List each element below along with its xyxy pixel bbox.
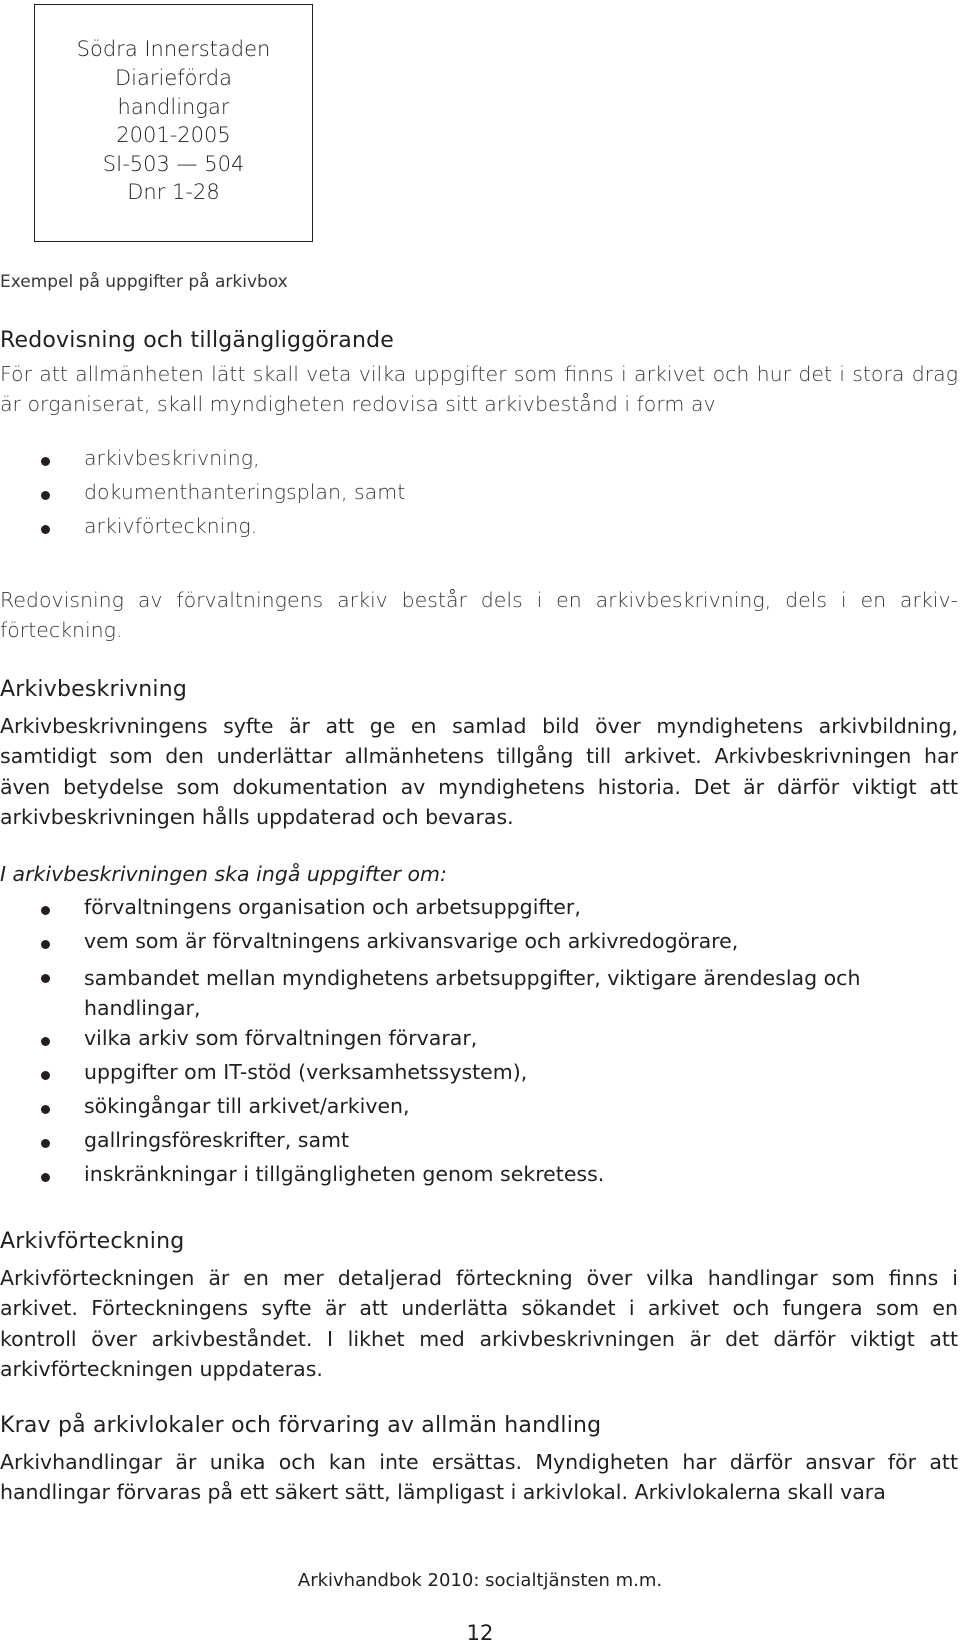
bullet-icon xyxy=(41,491,50,500)
list-item xyxy=(0,1094,884,1128)
list-item-text: sambandet mellan myndighetens arbetsuppgifter, viktigare ärendeslag och handlingar, xyxy=(84,966,861,1020)
bullet-icon xyxy=(41,1071,50,1080)
bullet-icon xyxy=(41,1037,50,1046)
list-item-text: arkivförteckning. xyxy=(84,514,258,538)
list-item-text: sökingångar till arkivet/arkiven, xyxy=(84,1094,410,1118)
paragraph: Arkivhandlingar är unika och kan inte ersättas. Myndigheten har därför ansvar för att handlingar förvaras på ett säkert sätt, lämpligast i arkivlokal. Arkivlokalerna skall vara xyxy=(0,1450,958,1505)
list-item xyxy=(0,895,884,929)
bullet-icon xyxy=(41,974,50,983)
list-item-text: uppgifter om IT-stöd (verksamhetssystem), xyxy=(84,1060,528,1084)
list-item xyxy=(0,963,884,1026)
bullet-icon xyxy=(41,457,50,466)
list-item-text: dokumenthanteringsplan, samt xyxy=(84,480,406,504)
bullet-list xyxy=(0,446,405,548)
label-line: Södra Innerstaden xyxy=(76,37,271,61)
paragraph: Arkivbeskrivningens syfte är att ge en samlad bild över myndighetens arkivbildning, samtidigt som den underlättar allmänhetens tillgång till arkivet. Arkivbeskrivningen har även betydelse som dokumentation av myndighetens historia. Det är därför viktigt att arkivbeskrivningen hålls uppdaterad och bevaras. xyxy=(0,714,958,829)
list-item xyxy=(0,1060,884,1094)
list-item xyxy=(0,929,884,963)
label-line: 2001-2005 xyxy=(116,123,231,147)
list-item xyxy=(0,446,405,480)
paragraph: För att allmänheten lätt skall veta vilka uppgifter som finns i arkivet och hur det i stora drag är organiserat, skall myndigheten redovisa sitt arkivbestånd i form av xyxy=(0,362,958,416)
bullet-icon xyxy=(41,1173,50,1182)
list-item xyxy=(0,1026,884,1060)
bullet-icon xyxy=(41,906,50,915)
list-item-text: vilka arkiv som förvaltningen förvarar, xyxy=(84,1026,478,1050)
list-item-text: arkivbeskrivning, xyxy=(84,446,260,470)
label-line: Diarieförda xyxy=(115,66,232,90)
archive-box-label xyxy=(34,4,313,242)
bullet-icon xyxy=(41,940,50,949)
label-line: Dnr 1-28 xyxy=(127,180,220,204)
list-item xyxy=(0,480,405,514)
paragraph: Redovisning av förvaltningens arkiv består dels i en arkivbeskrivning, dels i en arkiv-förteckning. xyxy=(0,588,958,642)
list-item-text: inskränkningar i tillgängligheten genom sekretess. xyxy=(84,1162,605,1186)
paragraph: Arkivförteckningen är en mer detaljerad förteckning över vilka handlingar som finns i arkivet. Förteckningens syfte är att underlätta sökandet i arkivet och fungera som en kontroll över arkivbeståndet. I likhet med arkivbeskrivningen är det därför viktigt att arkivförteckningen uppdateras. xyxy=(0,1266,958,1381)
section-heading: Redovisning och tillgängliggörande xyxy=(0,328,395,353)
bullet-icon xyxy=(41,1105,50,1114)
list-item-text: vem som är förvaltningens arkivansvarige och arkivredogörare, xyxy=(84,929,739,953)
bullet-icon xyxy=(41,1139,50,1148)
page-number: 12 xyxy=(466,1621,494,1645)
bullet-icon xyxy=(41,525,50,534)
label-line: SI-503 — 504 xyxy=(102,152,245,176)
figure-caption: Exempel på uppgifter på arkivbox xyxy=(0,272,288,292)
list-item xyxy=(0,1162,884,1196)
list-item-text: gallringsföreskrifter, samt xyxy=(84,1128,350,1152)
list-item xyxy=(0,1128,884,1162)
page-footer: Arkivhandbok 2010: socialtjänsten m.m. xyxy=(297,1570,663,1591)
list-item-text: förvaltningens organisation och arbetsuppgifter, xyxy=(84,895,581,919)
section-heading: Arkivförteckning xyxy=(0,1229,185,1254)
section-heading: Arkivbeskrivning xyxy=(0,677,188,702)
bullet-list xyxy=(0,895,884,1196)
list-intro: I arkivbeskrivningen ska ingå uppgifter om: xyxy=(0,862,447,886)
label-line: handlingar xyxy=(117,95,230,119)
list-item xyxy=(0,514,405,548)
section-heading: Krav på arkivlokaler och förvaring av allmän handling xyxy=(0,1413,602,1438)
